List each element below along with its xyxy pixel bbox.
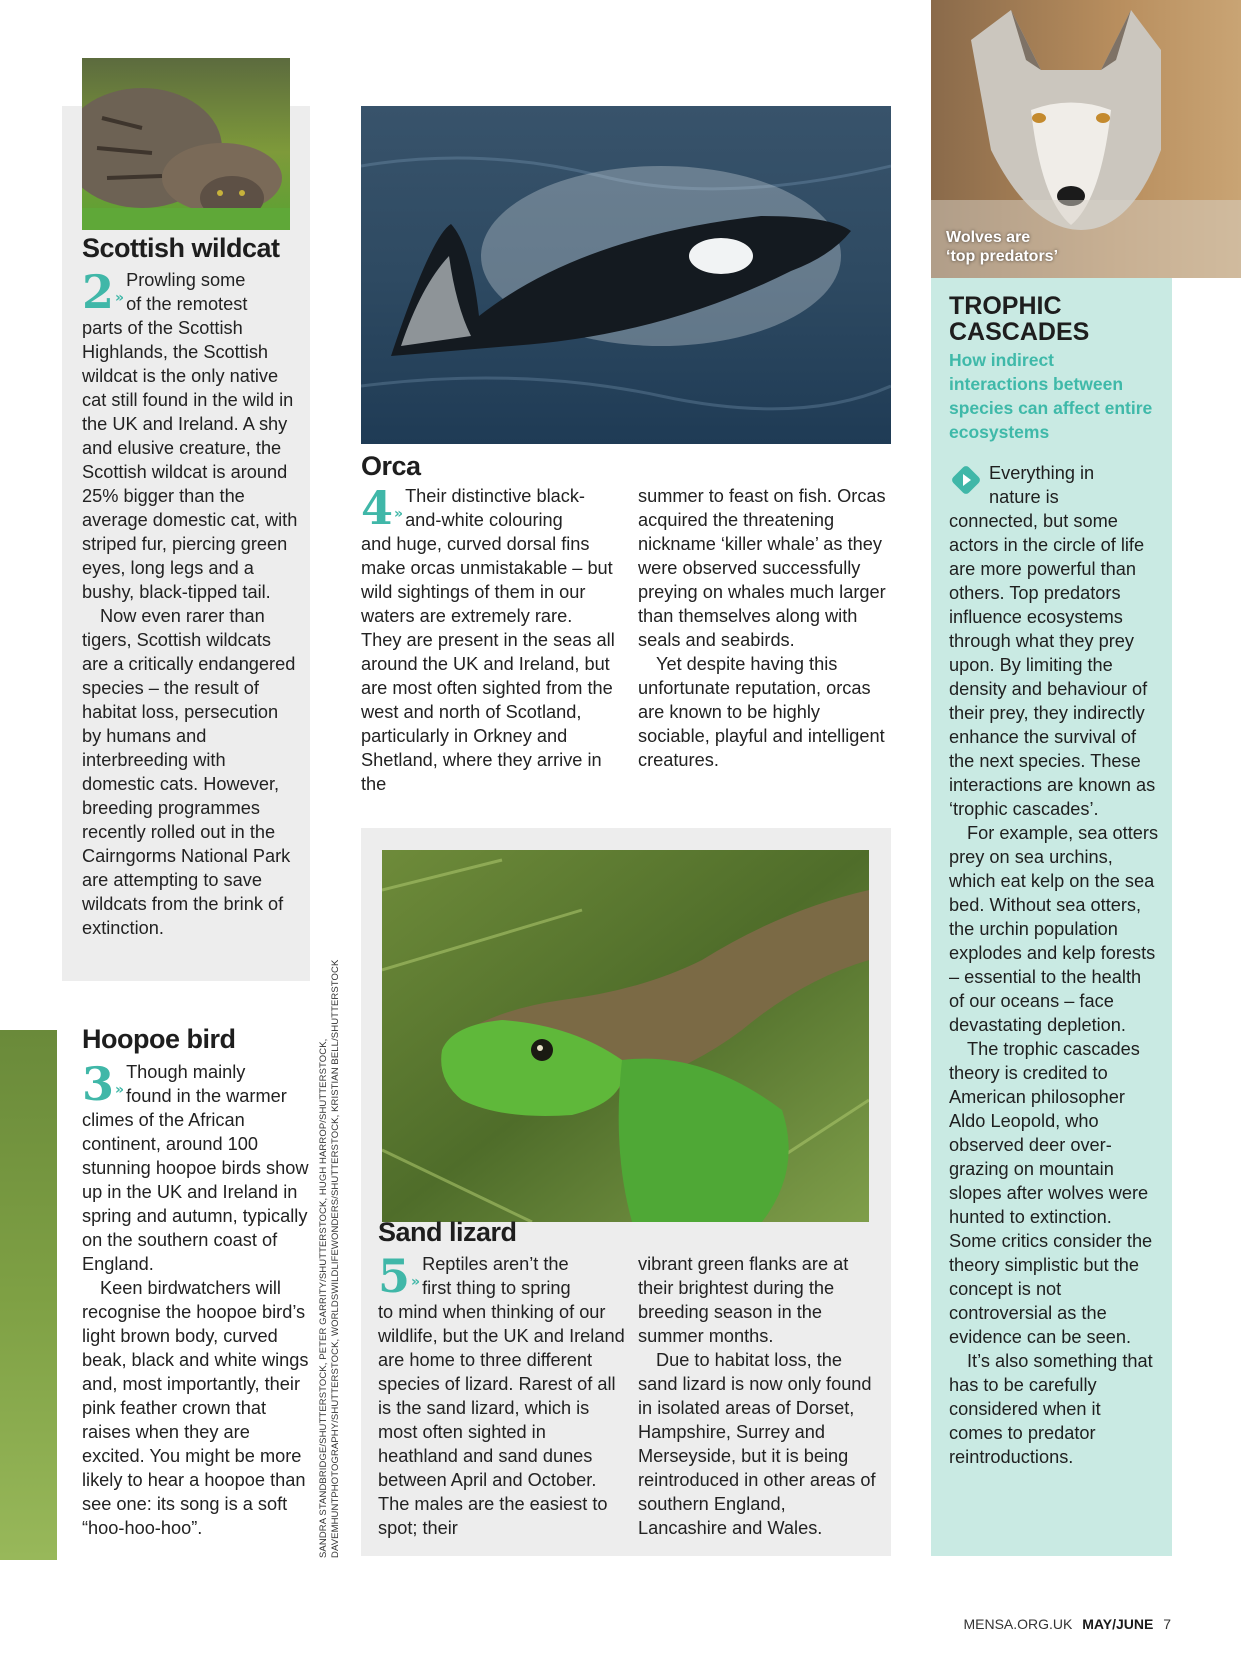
sidebar-body: Everything in nature is connected, but some actors in the circle of life are more powerful than others. Top predators influence ecosystems through what they prey upon. By limiting the density and behaviour of their prey, they indirectly enhance the survival of the next species. These interactions are known as ‘trophic cascades’. For example, sea otters prey on sea urchins, which eat kelp on the sea bed. Without sea otters, the urchin population explodes and kelp forests – essential to the health of our oceans – face devastating depletion. The trophic cascades theory is credited to American philosopher Aldo Leopold, who observed deer over-grazing on mountain slopes after wolves were hunted to extinction. Some critics consider the theory simplistic but the concept is not controversial as the evidence can be seen. It’s also something that has to be carefully considered when it comes to predator reintroductions.	[949, 463, 1159, 1467]
lizard-col2: vibrant green flanks are at their brightest during the breeding season in the summer months. Due to habitat loss, the sand lizard is now only found in isolated areas of Dorset, Hampshire, Surrey and Merseyside, but it is being reintroduced in other areas of southern England, Lancashire and Wales.	[638, 1254, 876, 1538]
orca-col2: summer to feast on fish. Orcas acquired the threatening nickname ‘killer whale’ as they were observed successfully preying on whales much larger than themselves along with seals and seabirds. Yet despite having this unfortunate reputation, orcas are known to be highly sociable, playful and intelligent creatures.	[638, 486, 886, 770]
sidebar-subtitle: How indirect interactions between species can affect entire ecosystems	[949, 350, 1153, 442]
grass-edge-photo	[0, 1030, 57, 1560]
page-number: 7	[1163, 1616, 1171, 1632]
hoopoe-body: 3» Though mainly found in the warmer climes of the African continent, around 100 stunning hoopoe birds show up in the UK and Ireland in spring and autumn, typically on the southern coast of England. Keen birdwatchers will recognise the hoopoe bird’s light brown body, curved beak, black and white wings and, most importantly, their pink feather crown that raises when they are excited. You might be more likely to hear a hoopoe than see one: its song is a soft “hoo-hoo-hoo”.	[82, 1057, 309, 1538]
page-footer	[963, 1616, 1171, 1632]
wildcat-body: 2» Prowling some of the remotest parts of the Scottish Highlands, the Scottish wildcat is the only native cat still found in the wild in the UK and Ireland. A shy and elusive creature, the Scottish wildcat is around 25% bigger than the average domestic cat, with striped fur, piercing green eyes, long legs and a bushy, black-tipped tail. Now even rarer than tigers, Scottish wildcats are a critically endangered species – the result of habitat loss, persecution by humans and interbreeding with domestic cats. However, breeding programmes recently rolled out in the Cairngorms National Park are attempting to save wildcats from the brink of extinction.	[82, 265, 298, 938]
lizard-number: 5»	[378, 1249, 421, 1303]
wildcat-number: 2»	[82, 265, 125, 319]
orca-photo	[361, 106, 891, 444]
lizard-heading: Sand lizard	[378, 1217, 517, 1247]
footer-site: MENSA.ORG.UK	[963, 1616, 1073, 1632]
sidebar-title: TROPHIC CASCADES	[949, 292, 1090, 346]
lizard-col1: 5» Reptiles aren’t the first thing to spring to mind when thinking of our wildlife, but the UK and Ireland are home to three different species of lizard. Rarest of all is the sand lizard, which is most often sighted in heathland and sand dunes between April and October. The males are the easiest to spot; their	[378, 1249, 625, 1538]
orca-heading: Orca	[361, 451, 421, 481]
orca-col1: 4» Their distinctive black- and-white colouring and huge, curved dorsal fins make orcas unmistakable – but wild sightings of them in our waters are extremely rare. They are present in the seas all around the UK and Ireland, but are most often sighted from the west and north of Scotland, particularly in Orkney and Shetland, where they arrive in the	[361, 481, 615, 794]
hoopoe-heading: Hoopoe bird	[82, 1024, 236, 1054]
photo-credits: SANDRA STANDBRIDGE/SHUTTERSTOCK, PETER GARRITY/SHUTTERSTOCK, HUGH HARROP/SHUTTERSTOCK, DAVEMHUNTPHOTOGRAPHY/SHUTTERSTOCK, WORLDSWILDLIFEWONDERS/SHUTTERSTOCK, KRISTIAN BELL/SHUTTERSTOCK	[318, 959, 341, 1558]
wildcat-heading: Scottish wildcat	[82, 233, 280, 263]
wolf-caption: Wolves are ‘top predators’	[946, 229, 1059, 265]
wildcat-photo	[82, 58, 290, 230]
lizard-photo	[382, 850, 869, 1222]
orca-number: 4»	[361, 481, 404, 535]
play-diamond-icon	[949, 463, 983, 497]
footer-issue: MAY/JUNE	[1082, 1616, 1154, 1632]
hoopoe-number: 3»	[82, 1057, 125, 1111]
